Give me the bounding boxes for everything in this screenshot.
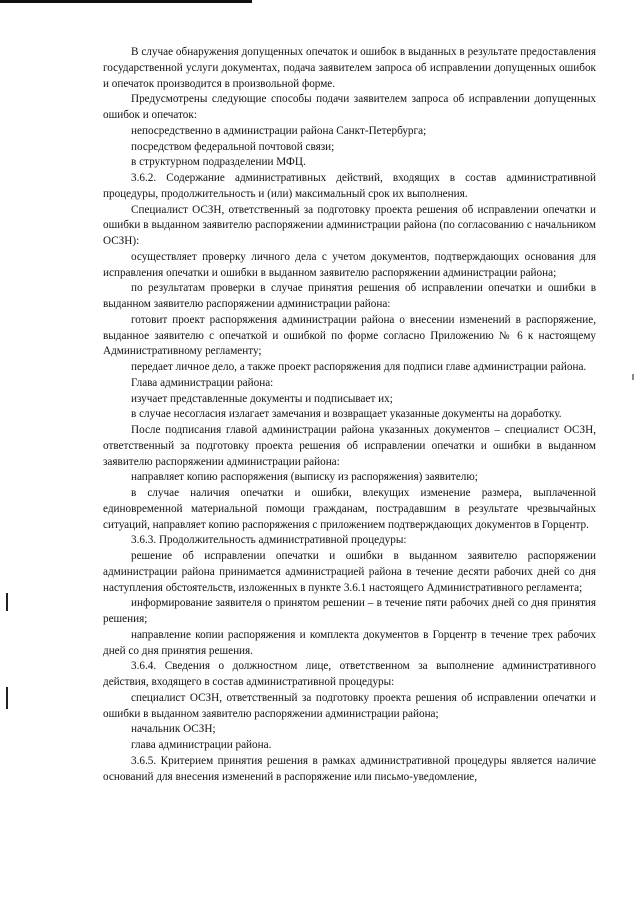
paragraph: готовит проект распоряжения администрации района о внесении изменений в распоряжение, выданное заявителю с опечаткой и ошибкой по форме согласно Приложению № 6 к настоящему Административному регламенту; xyxy=(103,313,596,358)
paragraph: 3.6.5. Критерием принятия решения в рамках административной процедуры является наличие оснований для внесения изменений в распоряжение или письмо-уведомление, xyxy=(103,754,596,783)
paragraph: Предусмотрены следующие способы подачи заявителем запроса об исправлении допущенных ошибок и опечаток: xyxy=(103,93,596,121)
paragraph: информирование заявителя о принятом решении – в течение пяти рабочих дней со дня принятия решения; xyxy=(103,597,596,625)
document-body xyxy=(103,45,596,785)
paragraph: непосредственно в администрации района Санкт-Петербурга; xyxy=(131,124,427,137)
paragraph: 3.6.3. Продолжительность административной процедуры: xyxy=(131,534,407,547)
paragraph: Специалист ОСЗН, ответственный за подготовку проекта решения об исправлении опечатки и ошибки в выданном заявителю распоряжении администрации района (по согласованию с начальником ОСЗН): xyxy=(103,203,596,247)
top-rule xyxy=(0,0,252,3)
margin-mark xyxy=(6,593,8,611)
paragraph: направляет копию распоряжения (выписку из распоряжения) заявителю; xyxy=(131,471,478,484)
paragraph: в случае наличия опечатки и ошибки, влекущих изменение размера, выплаченной единовременной материальной помощи гражданам, пострадавшим в результате чрезвычайных ситуаций, направляет копию распоряжения с приложением подтверждающих документов в Горцентр. xyxy=(103,487,596,531)
paragraph: осуществляет проверку личного дела с учетом документов, подтверждающих основания для исправления опечатки и ошибки в выданном заявителю распоряжении администрации района; xyxy=(103,250,596,279)
paragraph: В случае обнаружения допущенных опечаток и ошибок в выданных в результате предоставления государственной услуги документах, подача заявителем запроса об исправлении допущенных ошибок и опечаток производится в произвольной форме. xyxy=(103,46,596,90)
paragraph: 3.6.4. Сведения о должностном лице, ответственном за выполнение административного действия, входящего в состав административной процедуры: xyxy=(103,660,596,688)
paragraph: 3.6.2. Содержание административных действий, входящих в состав административной процедуры, продолжительность и (или) максимальный срок их выполнения. xyxy=(103,172,596,200)
paragraph: направление копии распоряжения и комплекта документов в Горцентр в течение трех рабочих дней со дня принятия решения. xyxy=(103,628,596,657)
paragraph: После подписания главой администрации района указанных документов – специалист ОСЗН, ответственный за подготовку проекта решения об исправлении опечатки и ошибки в выданном заявителю распоряжении администрации района: xyxy=(103,424,596,468)
paragraph: решение об исправлении опечатки и ошибки в выданном заявителю распоряжении администрации района принимается администрацией района в течение десяти рабочих дней со дня наступления обстоятельств, изложенных в пункте 3.6.1 настоящего Административного регламента; xyxy=(103,550,596,594)
paragraph: начальник ОСЗН; xyxy=(131,723,216,736)
paragraph: изучает представленные документы и подписывает их; xyxy=(131,392,393,405)
paragraph: Глава администрации района: xyxy=(131,376,274,389)
paragraph: глава администрации района. xyxy=(131,739,272,751)
margin-mark xyxy=(6,687,8,709)
paragraph: специалист ОСЗН, ответственный за подготовку проекта решения об исправлении опечатки и ошибки в выданном заявителю распоряжении администрации района; xyxy=(103,691,596,720)
paragraph: посредством федеральной почтовой связи; xyxy=(131,140,335,153)
paragraph: передает личное дело, а также проект распоряжения для подписи главе администрации района. xyxy=(131,361,587,373)
paragraph: по результатам проверки в случае принятия решения об исправлении опечатки и ошибки в выданном заявителю распоряжении администрации района: xyxy=(103,282,596,310)
paragraph: в структурном подразделении МФЦ. xyxy=(131,156,306,169)
paragraph: в случае несогласия излагает замечания и возвращает указанные документы на доработку. xyxy=(131,408,562,421)
margin-dot xyxy=(632,374,634,380)
